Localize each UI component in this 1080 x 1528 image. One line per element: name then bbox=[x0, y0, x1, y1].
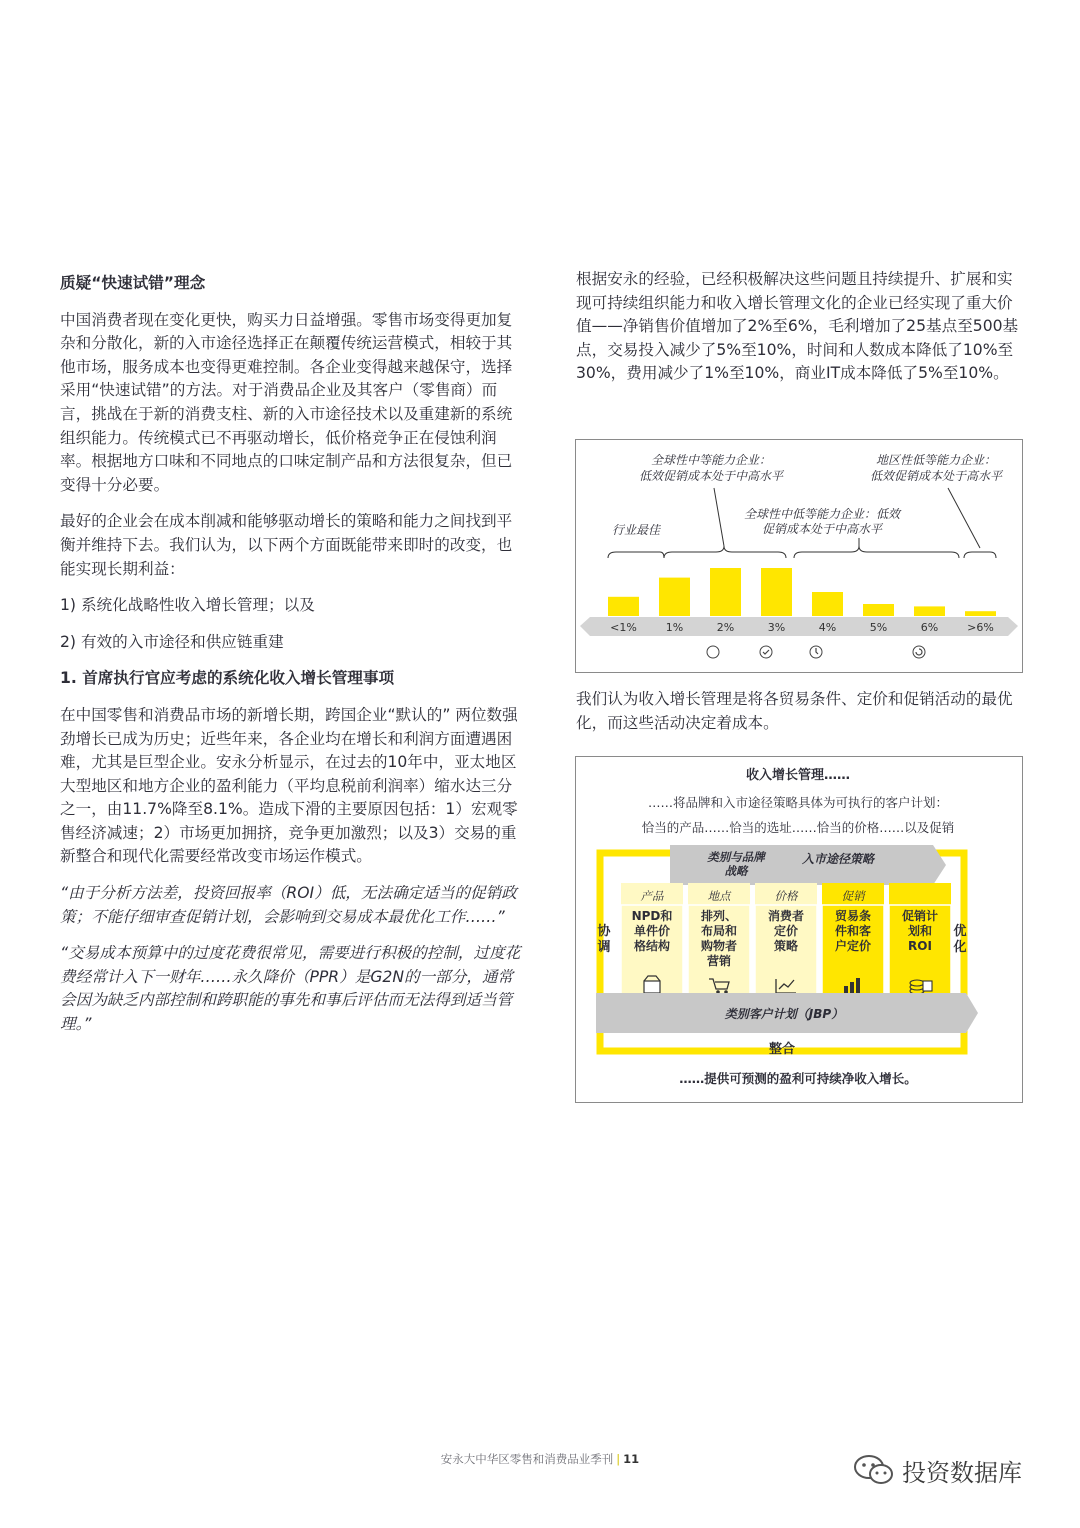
column-text-0-0: NPD和 bbox=[631, 909, 673, 923]
optimize-label-1: 优 bbox=[953, 924, 967, 939]
column-text-1-1: 布局和 bbox=[700, 924, 738, 938]
column-head-0: 产品 bbox=[640, 889, 664, 903]
annotation-global-mid-low-2: 促销成本处于中高水平 bbox=[761, 522, 883, 536]
optimize-label-2: 化 bbox=[953, 940, 967, 955]
paragraph: 在中国零售和消费品市场的新增长期，跨国企业“默认的” 两位数强劲增长已成为历史；近些年来，各企业均在增长和利润方面遭遇困难，尤其是巨型企业。安永分析显示，在过去的10年中，亚太地区大型地区和地方企业的盈利能力（平均息税前利润率）缩水达三分之一，由11.7%降至8.1%。造成下滑的主要原因包括：1）宏观零售经济减速；2）市场更加拥挤，竞争更加激烈；以及3）交易的重新整合和现代化需要经常改变市场运作模式。 bbox=[60, 705, 518, 866]
column-text-0-1: 单件价 bbox=[633, 924, 671, 938]
bar-chart-figure bbox=[575, 439, 1023, 673]
brace-global-mid-low bbox=[794, 546, 959, 558]
paragraph: 最好的企业会在成本削减和能够驱动增长的策略和能力之间找到平衡并维持下去。我们认为，以下两个方面既能带来即时的改变，也能实现长期利益： bbox=[60, 512, 513, 578]
left-column bbox=[60, 272, 522, 1050]
leader-global-mid-high bbox=[714, 488, 724, 546]
column-text-4-2: ROI bbox=[908, 939, 932, 953]
framework-column-3 bbox=[822, 883, 884, 1001]
section-heading: 质疑“快速试错”理念 bbox=[60, 274, 206, 292]
wechat-icon bbox=[852, 1452, 896, 1488]
quote: “由于分析方法差，投资回报率（ROI）低，无法确定适当的促销政策；不能仔细审查促销计划，会影响到交易成本最优化工作……” bbox=[60, 884, 517, 926]
annotation-best: 行业最佳 bbox=[611, 523, 661, 537]
coordinate-label-2: 调 bbox=[597, 940, 611, 955]
brace-best bbox=[608, 552, 664, 558]
annotation-global-mid-high-1: 全球性中等能力企业： bbox=[650, 453, 772, 467]
column-text-3-1: 件和客 bbox=[834, 924, 872, 938]
banner-left-label-2: 战略 bbox=[724, 864, 748, 878]
marker-circle-icon bbox=[707, 646, 719, 658]
bar-4 bbox=[812, 592, 843, 616]
framework-subtitle-2: 恰当的产品……恰当的选址……恰当的价格……以及促销 bbox=[641, 820, 955, 835]
tick-label-5: 5% bbox=[869, 621, 888, 634]
coordinate-label-1: 协 bbox=[597, 924, 611, 939]
bar-5 bbox=[863, 604, 894, 616]
column-text-3-2: 户定价 bbox=[834, 939, 872, 953]
chart-bars bbox=[608, 568, 996, 616]
column-text-2-2: 策略 bbox=[773, 939, 799, 953]
framework-title: 收入增长管理…… bbox=[745, 768, 851, 783]
tick-label-1: 1% bbox=[665, 621, 684, 634]
framework-footer: ……提供可预测的盈利可持续净收入增长。 bbox=[679, 1071, 917, 1086]
tick-label-7: >6% bbox=[967, 621, 994, 634]
annotation-global-mid-high-2: 低效促销成本处于中高水平 bbox=[638, 469, 784, 483]
section-heading: 1. 首席执行官应考虑的系统化收入增长管理事项 bbox=[60, 669, 395, 688]
column-text-1-3: 营销 bbox=[706, 954, 732, 968]
marker-check-icon bbox=[760, 646, 772, 658]
footer-separator: | bbox=[616, 1452, 621, 1466]
watermark-text: 投资数据库 bbox=[902, 1458, 1022, 1487]
bar-6 bbox=[914, 606, 945, 616]
watermark bbox=[852, 1452, 1022, 1488]
paragraph: 根据安永的经验，已经积极解决这些问题且持续提升、扩展和实现可持续组织能力和收入增长管理文化的企业已经实现了重大价值——净销售价值增加了2%至6%，毛利增加了25基点至500基点，交易投入减少了5%至10%，时间和人数成本降低了10%至30%，费用减少了1%至10%，商业IT成本降低了5%至10%。 bbox=[576, 270, 1019, 383]
tick-label-2: 2% bbox=[716, 621, 735, 634]
paragraph: 中国消费者现在变化更快，购买力日益增强。零售市场变得更加复杂和分散化，新的入市途径选择正在颠覆传统运营模式，相较于其他市场，服务成本也变得更难控制。各企业变得越来越保守，选择采用“快速试错”的方法。对于消费品企业及其客户（零售商）而言，挑战在于新的消费支柱、新的入市途径技术以及重建新的系统组织能力。传统模式已不再驱动增长，低价格竞争正在侵蚀利润率。根据地方口味和不同地点的口味定制产品和方法很复杂，但已变得十分必要。 bbox=[60, 310, 513, 494]
framework-column-1 bbox=[688, 883, 750, 1001]
framework-column-2 bbox=[755, 883, 817, 1001]
list-item: 1) 系统化战略性收入增长管理；以及 bbox=[60, 596, 315, 615]
tick-label-0: <1% bbox=[610, 621, 637, 634]
tick-label-3: 3% bbox=[767, 621, 786, 634]
annotation-global-mid-low-1: 全球性中低等能力企业：低效 bbox=[743, 507, 901, 521]
banner-right-label: 入市途径策略 bbox=[801, 852, 875, 866]
leader-regional-low bbox=[948, 488, 980, 548]
axis-arrow bbox=[580, 617, 1018, 636]
brace-regional-low bbox=[964, 552, 996, 558]
banner-left-label-1: 类别与品牌 bbox=[707, 850, 765, 864]
column-text-4-0: 促销计 bbox=[901, 909, 939, 923]
bar-chart bbox=[576, 440, 1021, 671]
tick-label-4: 4% bbox=[818, 621, 837, 634]
column-head-3: 促销 bbox=[841, 889, 865, 903]
bar-0 bbox=[608, 597, 639, 616]
jbp-label: 类别客户计划（JBP） bbox=[724, 1007, 844, 1021]
chart-annotations bbox=[608, 453, 1004, 558]
framework-column-4 bbox=[889, 883, 951, 1001]
tick-label-6: 6% bbox=[920, 621, 939, 634]
column-head-1: 地点 bbox=[707, 889, 731, 903]
framework-diagram bbox=[576, 757, 1021, 1101]
bar-7 bbox=[965, 611, 996, 616]
list-item: 2) 有效的入市途径和供应链重建 bbox=[60, 632, 284, 651]
integration-label: 整合 bbox=[768, 1042, 796, 1057]
footer-title: 安永大中华区零售和消费品业季刊 bbox=[440, 1452, 614, 1466]
marker-swirl-icon bbox=[913, 646, 925, 658]
column-text-1-0: 排列、 bbox=[700, 909, 738, 923]
annotation-regional-low-2: 低效促销成本处于高水平 bbox=[869, 469, 1003, 483]
annotation-regional-low-1: 地区性低等能力企业： bbox=[875, 453, 997, 467]
brace-global-mid-high bbox=[664, 546, 786, 558]
quote: “交易成本预算中的过度花费很常见，需要进行积极的控制，过度花费经常计入下一财年……永久降价（PPR）是G2N的一部分，通常会因为缺乏内部控制和跨职能的事先和事后评估而无法得到适当管理。” bbox=[60, 944, 521, 1034]
column-head-2: 价格 bbox=[774, 889, 798, 903]
column-text-1-2: 购物者 bbox=[700, 939, 738, 953]
bar-3 bbox=[761, 568, 792, 616]
framework-columns bbox=[621, 883, 951, 1001]
bar-2 bbox=[710, 568, 741, 616]
marker-clock-icon bbox=[810, 646, 822, 658]
level-markers bbox=[707, 646, 925, 658]
column-text-0-2: 格结构 bbox=[633, 939, 671, 953]
framework-column-0 bbox=[621, 883, 683, 1001]
paragraph: 我们认为收入增长管理是将各贸易条件、定价和促销活动的最优化，而这些活动决定着成本。 bbox=[576, 690, 1013, 732]
revenue-growth-framework bbox=[575, 756, 1023, 1103]
bar-1 bbox=[659, 578, 690, 616]
page-number: 11 bbox=[623, 1452, 640, 1466]
column-text-2-1: 定价 bbox=[773, 924, 799, 938]
framework-subtitle-1: ……将品牌和入市途径策略具体为可执行的客户计划： bbox=[647, 795, 949, 810]
column-text-4-1: 划和 bbox=[907, 924, 933, 938]
right-column bbox=[576, 268, 1024, 386]
column-text-2-0: 消费者 bbox=[767, 909, 805, 923]
column-text-3-0: 贸易条 bbox=[834, 909, 872, 923]
